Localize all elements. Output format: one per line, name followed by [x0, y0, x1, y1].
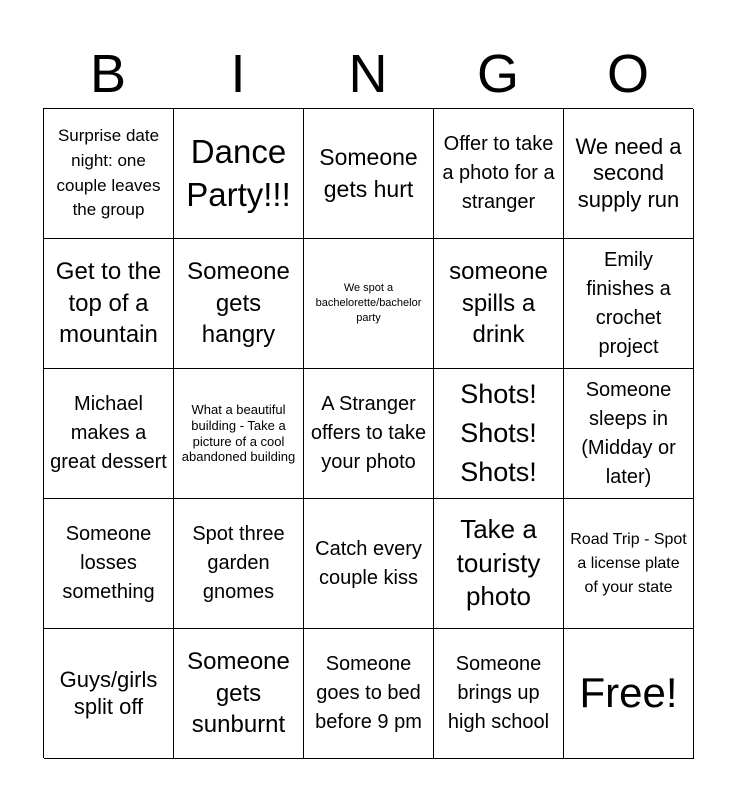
- header-letter-b: B: [89, 44, 127, 104]
- bingo-cell[interactable]: [44, 499, 174, 629]
- bingo-grid: [43, 108, 693, 758]
- bingo-cell[interactable]: [44, 239, 174, 369]
- bingo-header: [43, 40, 693, 108]
- bingo-cell[interactable]: [174, 499, 304, 629]
- bingo-cell[interactable]: [304, 109, 434, 239]
- bingo-cell[interactable]: [564, 239, 694, 369]
- bingo-cell[interactable]: [304, 629, 434, 759]
- cell-text: A Stranger offers to take your photo: [310, 393, 427, 473]
- cell-text: Someone gets hangry: [187, 257, 290, 349]
- cell-text: Someone goes to bed before 9 pm: [315, 653, 422, 733]
- bingo-cell[interactable]: [434, 499, 564, 629]
- cell-text: Michael makes a great dessert: [50, 393, 167, 473]
- cell-text: Guys/girls split off: [59, 667, 158, 719]
- bingo-cell[interactable]: [564, 369, 694, 499]
- bingo-cell[interactable]: [564, 499, 694, 629]
- header-letter-i: I: [230, 44, 246, 104]
- cell-text: Free!: [579, 669, 678, 717]
- cell-text: Someone gets sunburnt: [187, 647, 290, 739]
- bingo-cell[interactable]: [174, 629, 304, 759]
- cell-text: What a beautiful building - Take a picture of a cool abandoned building: [181, 402, 296, 465]
- bingo-cell[interactable]: [304, 369, 434, 499]
- cell-text: Emily finishes a crochet project: [586, 248, 671, 358]
- bingo-cell[interactable]: [564, 109, 694, 239]
- cell-text: Spot three garden gnomes: [192, 523, 285, 603]
- cell-text: We need a second supply run: [575, 133, 682, 212]
- bingo-cell[interactable]: [304, 499, 434, 629]
- cell-text: Surprise date night: one couple leaves the group: [56, 126, 161, 220]
- cell-text: someone spills a drink: [449, 257, 548, 349]
- bingo-cell[interactable]: [434, 369, 564, 499]
- cell-text: Road Trip - Spot a license plate of your state: [570, 530, 687, 596]
- cell-text: We spot a bachelorette/bachelor party: [315, 282, 422, 324]
- bingo-cell[interactable]: [434, 629, 564, 759]
- cell-text: Someone sleeps in (Midday or later): [581, 378, 676, 488]
- bingo-cell-free[interactable]: [564, 629, 694, 759]
- cell-text: Dance Party!!!: [186, 132, 291, 213]
- bingo-cell[interactable]: [304, 239, 434, 369]
- cell-text: Take a touristy photo: [456, 513, 541, 612]
- cell-text: Get to the top of a mountain: [55, 257, 162, 349]
- bingo-cell[interactable]: [174, 109, 304, 239]
- bingo-cell[interactable]: [44, 629, 174, 759]
- header-letter-g: G: [476, 44, 519, 104]
- cell-text: Someone gets hurt: [319, 144, 418, 202]
- bingo-cell[interactable]: [434, 109, 564, 239]
- cell-text: Someone losses something: [62, 523, 155, 603]
- bingo-cell[interactable]: [44, 369, 174, 499]
- header-letter-n: N: [348, 44, 388, 104]
- cell-text: Someone brings up high school: [447, 653, 550, 733]
- cell-text: Offer to take a photo for a stranger: [442, 133, 555, 213]
- bingo-cell[interactable]: [174, 369, 304, 499]
- bingo-cell[interactable]: [44, 109, 174, 239]
- cell-text: Shots! Shots! Shots!: [460, 378, 537, 488]
- cell-text: Catch every couple kiss: [315, 537, 422, 589]
- bingo-cell[interactable]: [174, 239, 304, 369]
- bingo-cell[interactable]: [434, 239, 564, 369]
- header-letter-o: O: [606, 44, 649, 104]
